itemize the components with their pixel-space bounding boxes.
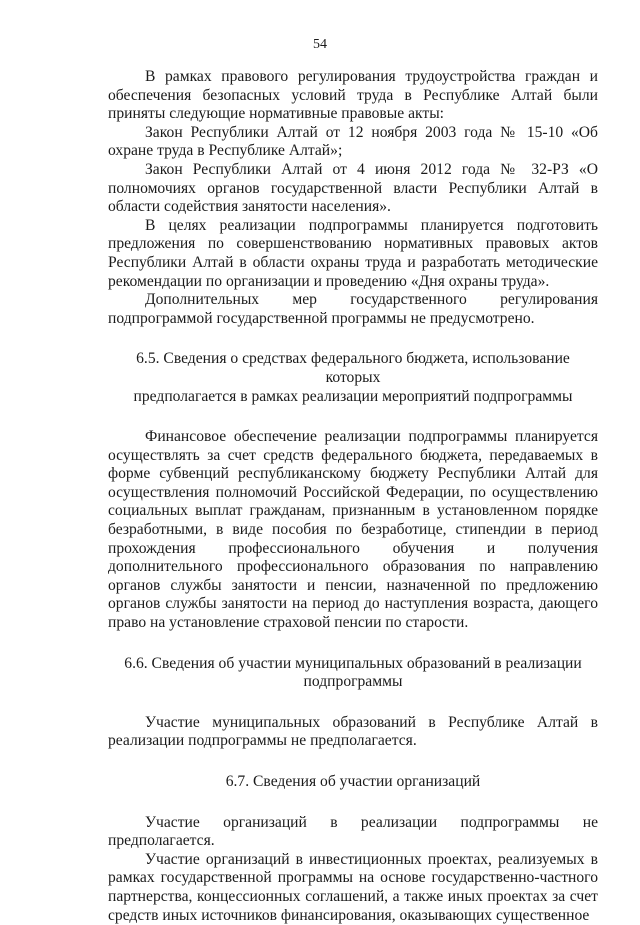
paragraph-subprogram-plans: В целях реализации подпрограммы планируется подготовить предложения по совершенствованию нормативных правовых актов Республики Алтай в области охраны труда и разработать методические рекомендации по организации и проведению «Дня охраны труда».: [108, 216, 598, 290]
section-heading-6-7: 6.7. Сведения об участии организаций: [225, 773, 481, 790]
paragraph-federal-budget-financing: Финансовое обеспечение реализации подпрограммы планируется осуществлять за счет средств федерального бюджета, передаваемых в форме субвенций республиканскому бюджету Республики Алтай для осуществления полномочий Российской Федерации, по осуществлению социальных выплат гражданам, признанным в установленном порядке безработными, в виде пособия по безработице, стипендии в период прохождения профессионального обучения и получения дополнительного профессионального образования по направлению органов службы занятости и пенсии, назначенной по предложению органов службы занятости на период до наступления возраста, дающего право на установление страховой пенсии по старости.: [108, 428, 598, 632]
paragraph-organizations-participation: Участие организаций в реализации подпрограммы не предполагается.: [108, 813, 598, 850]
page-number: 54: [313, 37, 327, 52]
paragraph-law-employment-powers: Закон Республики Алтай от 4 июня 2012 года № 32-РЗ «О полномочиях органов государственной власти Республики Алтай в области содействия занятости населения».: [108, 160, 598, 216]
section-heading-6-5: [108, 350, 598, 406]
paragraph-legal-acts-intro: В рамках правового регулирования трудоустройства граждан и обеспечения безопасных условий труда в Республике Алтай были приняты следующие нормативные правовые акты:: [108, 68, 598, 123]
page-body: [108, 68, 598, 925]
paragraph-law-labor-protection: Закон Республики Алтай от 12 ноября 2003 года № 15-10 «Об охране труда в Республике Алтай»;: [108, 123, 598, 160]
section-heading-6-5-line2: предполагается в рамках реализации мероприятий подпрограммы: [133, 387, 573, 405]
paragraph-municipal-participation: Участие муниципальных образований в Республике Алтай в реализации подпрограммы не предполагается.: [108, 713, 598, 750]
paragraph-additional-measures: Дополнительных мер государственного регулирования подпрограммой государственной программы не предусмотрено.: [108, 291, 598, 327]
paragraph-investment-projects: Участие организаций в инвестиционных проектах, реализуемых в рамках государственной программы на основе государственно-частного партнерства, концессионных соглашений, а также иных проектах за счет средств иных источников финансирования, оказывающих существенное: [108, 850, 598, 924]
section-heading-6-6: [108, 655, 598, 692]
section-heading-6-6-line2: подпрограммы: [303, 673, 403, 691]
section-heading-6-6-line1: 6.6. Сведения об участии муниципальных образований в реализации: [124, 654, 582, 672]
section-heading-6-5-line1: 6.5. Сведения о средствах федерального бюджета, использование которых: [136, 350, 570, 386]
